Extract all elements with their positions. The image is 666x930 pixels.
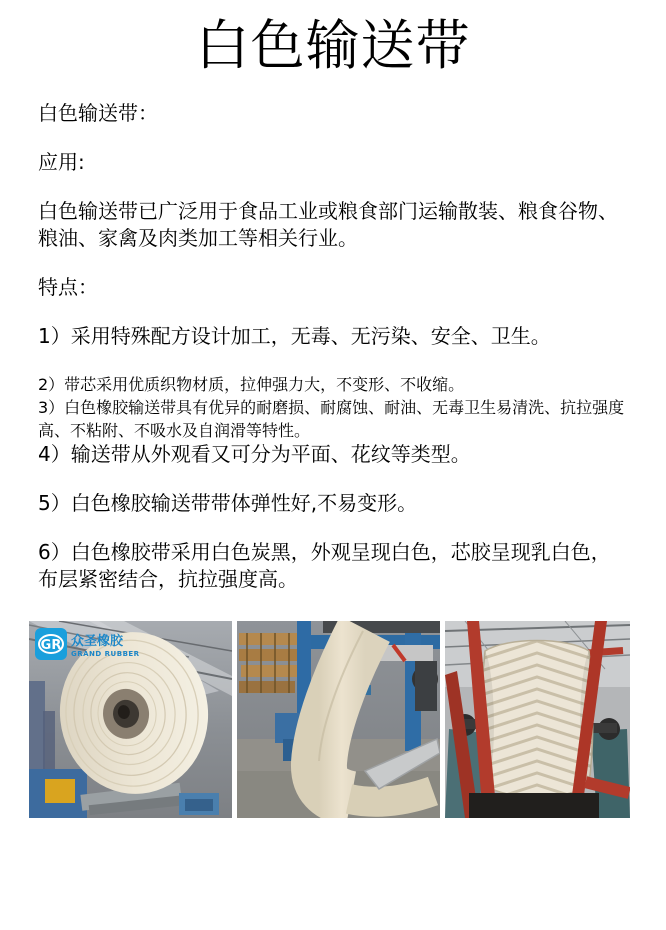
feature-item-1: 1）采用特殊配方设计加工，无毒、无污染、安全、卫生。: [38, 324, 551, 348]
logo-cn-name: 众圣橡胶: [71, 634, 124, 649]
application-text: 白色输送带已广泛用于食品工业或粮食部门运输散装、粮食谷物、粮油、家禽及肉类加工等相关行业。: [38, 199, 618, 250]
logo-monogram: GR: [40, 638, 62, 653]
product-photo-row: [0, 621, 666, 818]
photo-chevron-belt-roll: [445, 621, 630, 818]
feature-item-6: 6）白色橡胶带采用白色炭黑，外观呈现白色，芯胶呈现乳白色，布层紧密结合，抗拉强度高。: [38, 540, 611, 591]
feature-item-4: 4）输送带从外观看又可分为平面、花纹等类型。: [38, 442, 471, 466]
feature-item-5: 5）白色橡胶输送带带体弹性好,不易变形。: [38, 491, 418, 515]
page-title: 白色输送带: [195, 14, 471, 77]
article-body: [0, 100, 666, 593]
application-label: 应用:: [38, 150, 85, 174]
features-label: 特点：: [38, 275, 98, 299]
intro-label: 白色输送带：: [38, 101, 158, 125]
feature-item-3: 3）白色橡胶输送带具有优异的耐磨损、耐腐蚀、耐油、无毒卫生易清洗、抗拉强度高、不粘附、不吸水及自润滑等特性。: [38, 398, 625, 440]
floor-shadow: [469, 793, 599, 818]
photo-white-belt-hanging: [237, 621, 440, 818]
feature-item-2: 2）带芯采用优质织物材质，拉伸强力大，不变形、不收缩。: [38, 375, 465, 394]
photo-white-belt-roll-side: [29, 621, 232, 818]
logo-en-name: GRAND RUBBER: [71, 650, 140, 658]
